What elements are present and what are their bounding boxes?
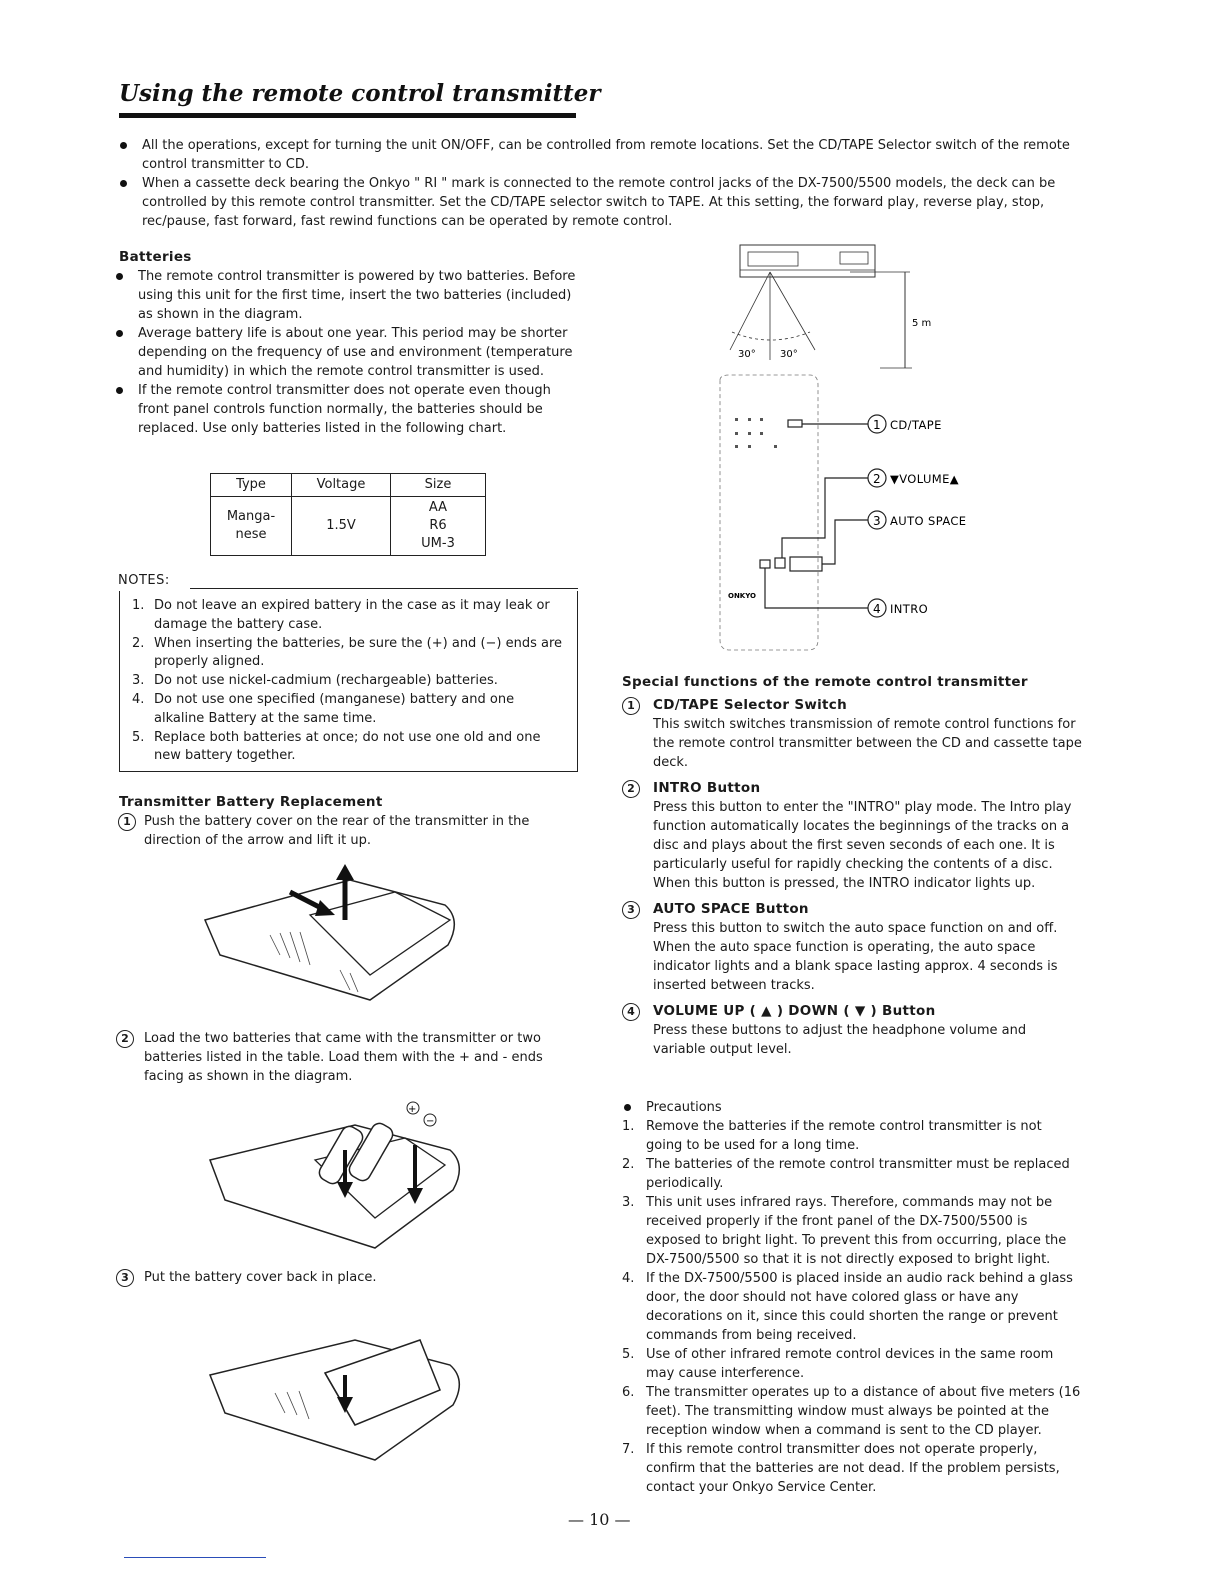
precaution-item: 6. The transmitter operates up to a distance of about five meters (16 feet). The transmitting window must always be pointed at the reception window when a command is sent to the CD player.: [622, 1385, 1081, 1438]
replacement-step: 2 Load the two batteries that came with the transmitter or two batteries listed in the table. Load them with the + and - ends facing as shown in the diagram.: [114, 1029, 574, 1086]
special-item-title: INTRO Button: [653, 780, 761, 796]
distance-label: 5 m: [912, 318, 932, 329]
svg-text:−: −: [426, 1116, 435, 1127]
svg-text:1: 1: [873, 418, 881, 432]
table-cell-voltage: 1.5V: [292, 497, 391, 556]
svg-text:4: 4: [873, 602, 881, 616]
special-functions-section: [622, 673, 1082, 1059]
batteries-bullet: If the remote control transmitter does not operate even though front panel controls function normally, the batteries should be replaced. Use only batteries listed in the following chart.: [114, 381, 579, 438]
replacement-step-3-block: [114, 1268, 574, 1287]
angle-right: 30°: [780, 349, 798, 360]
title-underline: [119, 113, 576, 118]
special-item-body: Press this button to switch the auto space function on and off. When the auto space function is operating, the auto space indicator lights and a blank space lasting approx. 4 seconds is inserted between tracks.: [653, 921, 1058, 993]
angle-left: 30°: [738, 349, 756, 360]
table-header: Type: [211, 474, 292, 497]
note-item: 4. Do not use one specified (manganese) battery and one alkaline Battery at the same time.: [132, 691, 515, 726]
svg-text:+: +: [408, 1104, 417, 1115]
note-item: 1. Do not leave an expired battery in the case as it may leak or damage the battery case.: [132, 598, 550, 632]
replacement-section: [114, 793, 574, 850]
precaution-item: 5. Use of other infrared remote control devices in the same room may cause interference.: [622, 1347, 1054, 1381]
batteries-bullet: Average battery life is about one year. This period may be shorter depending on the frequency of use and environment (temperature and humidity) in which the remote control transmitter is used.: [114, 324, 579, 381]
special-item-title: CD/TAPE Selector Switch: [653, 697, 848, 713]
table-header: Size: [391, 474, 486, 497]
precaution-item: 1. Remove the batteries if the remote control transmitter is not going to be used for a long time.: [622, 1119, 1042, 1153]
precautions-section: [622, 1098, 1082, 1497]
remote-range-diagram: [700, 240, 1080, 660]
svg-text:2: 2: [873, 472, 881, 486]
note-item: 5. Replace both batteries at once; do not use one old and one new battery together.: [132, 729, 541, 764]
notes-box: [119, 591, 578, 772]
number-circle: 3: [622, 901, 640, 919]
notes-rule: [190, 588, 578, 589]
intro-bullet: When a cassette deck bearing the Onkyo " RI " mark is connected to the remote control jacks of the DX-7500/5500 models, the deck can be controlled by this remote control transmitter. Set the CD/TAPE selector switch to TAPE. At this setting, the forward play, reverse play, stop, rec/pause, fast forward, fast rewind functions can be operated by remote control.: [118, 174, 1083, 231]
replacement-step: 1 Push the battery cover on the rear of the transmitter in the direction of the arrow and lift it up.: [114, 812, 574, 850]
callout-volume: ▼VOLUME▲: [890, 472, 960, 486]
batteries-section: [114, 248, 579, 438]
replacement-step-2-block: [114, 1029, 574, 1086]
special-item-body: Press this button to enter the "INTRO" play mode. The Intro play function automatically locates the beginnings of the tracks on a disc and plays about the first seven seconds of each one. It is particularly useful for rapidly checking the contents of a disc. When this button is pressed, the INTRO indicator lights up.: [653, 800, 1072, 891]
table-cell-size: [391, 497, 486, 556]
intro-section: [118, 136, 1083, 231]
precaution-item: 7. If this remote control transmitter does not operate properly, confirm that the batteries are not dead. If the problem persists, contact your Onkyo Service Center.: [622, 1442, 1060, 1495]
notes-label: NOTES:: [118, 573, 170, 588]
number-circle: 4: [622, 1003, 640, 1021]
special-item-body: This switch switches transmission of remote control functions for the remote control transmitter between the CD and cassette tape deck.: [653, 717, 1082, 770]
size-line: AA: [428, 500, 448, 515]
special-item-intro: [622, 779, 1082, 893]
remote-cover-illustration: [200, 860, 480, 1010]
precaution-item: 4. If the DX-7500/5500 is placed inside an audio rack behind a glass door, the door should not have colored glass or have any decorations on it, since this could shorten the range or prevent commands from being received.: [622, 1271, 1073, 1343]
special-item-title: AUTO SPACE Button: [653, 901, 809, 917]
size-line: UM-3: [421, 536, 455, 551]
note-item: 3. Do not use nickel-cadmium (rechargeable) batteries.: [132, 673, 498, 689]
special-heading: Special functions of the remote control transmitter: [622, 674, 1028, 690]
page-number: — 10 —: [568, 1510, 631, 1529]
batteries-bullet: The remote control transmitter is powered by two batteries. Before using this unit for the first time, insert the two batteries (included) as shown in the diagram.: [114, 267, 579, 324]
special-item-cd-tape: [622, 696, 1082, 772]
precaution-item: 2. The batteries of the remote control transmitter must be replaced periodically.: [622, 1157, 1070, 1191]
precaution-item: 3. This unit uses infrared rays. Therefore, commands may not be received properly if the front panel of the DX-7500/5500 is exposed to bright light. To prevent this from occurring, place the DX-7500/5500 so that it is not directly exposed to bright light.: [622, 1195, 1067, 1267]
note-item: 2. When inserting the batteries, be sure the (+) and (−) ends are properly aligned.: [132, 635, 563, 670]
svg-text:3: 3: [873, 514, 881, 528]
precautions-heading: Precautions: [622, 1098, 1082, 1117]
special-item-body: Press these buttons to adjust the headphone volume and variable output level.: [653, 1023, 1027, 1057]
callout-cd-tape: CD/TAPE: [890, 418, 942, 432]
brand-label: ONKYO: [728, 592, 757, 600]
special-item-volume: [622, 1002, 1082, 1059]
footer-rule: [124, 1557, 266, 1558]
size-line: R6: [429, 518, 447, 533]
callout-intro: INTRO: [890, 602, 929, 616]
special-item-title: VOLUME UP ( ▲ ) DOWN ( ▼ ) Button: [653, 1003, 936, 1019]
intro-bullet: All the operations, except for turning the unit ON/OFF, can be controlled from remote locations. Set the CD/TAPE Selector switch of the remote control transmitter to CD.: [118, 136, 1083, 174]
cover-replace-illustration: [205, 1315, 480, 1465]
replacement-step: 3 Put the battery cover back in place.: [114, 1268, 574, 1287]
table-header: Voltage: [292, 474, 391, 497]
number-circle: 2: [622, 780, 640, 798]
battery-insert-illustration: [205, 1100, 480, 1255]
callout-auto-space: AUTO SPACE: [890, 514, 967, 528]
replacement-heading: Transmitter Battery Replacement: [119, 794, 383, 810]
table-cell-type: Manga-nese: [211, 497, 292, 556]
number-circle: 1: [622, 697, 640, 715]
batteries-heading: Batteries: [119, 249, 192, 265]
special-item-auto-space: [622, 900, 1082, 995]
battery-table: [210, 473, 486, 556]
page-title: Using the remote control transmitter: [119, 80, 601, 107]
